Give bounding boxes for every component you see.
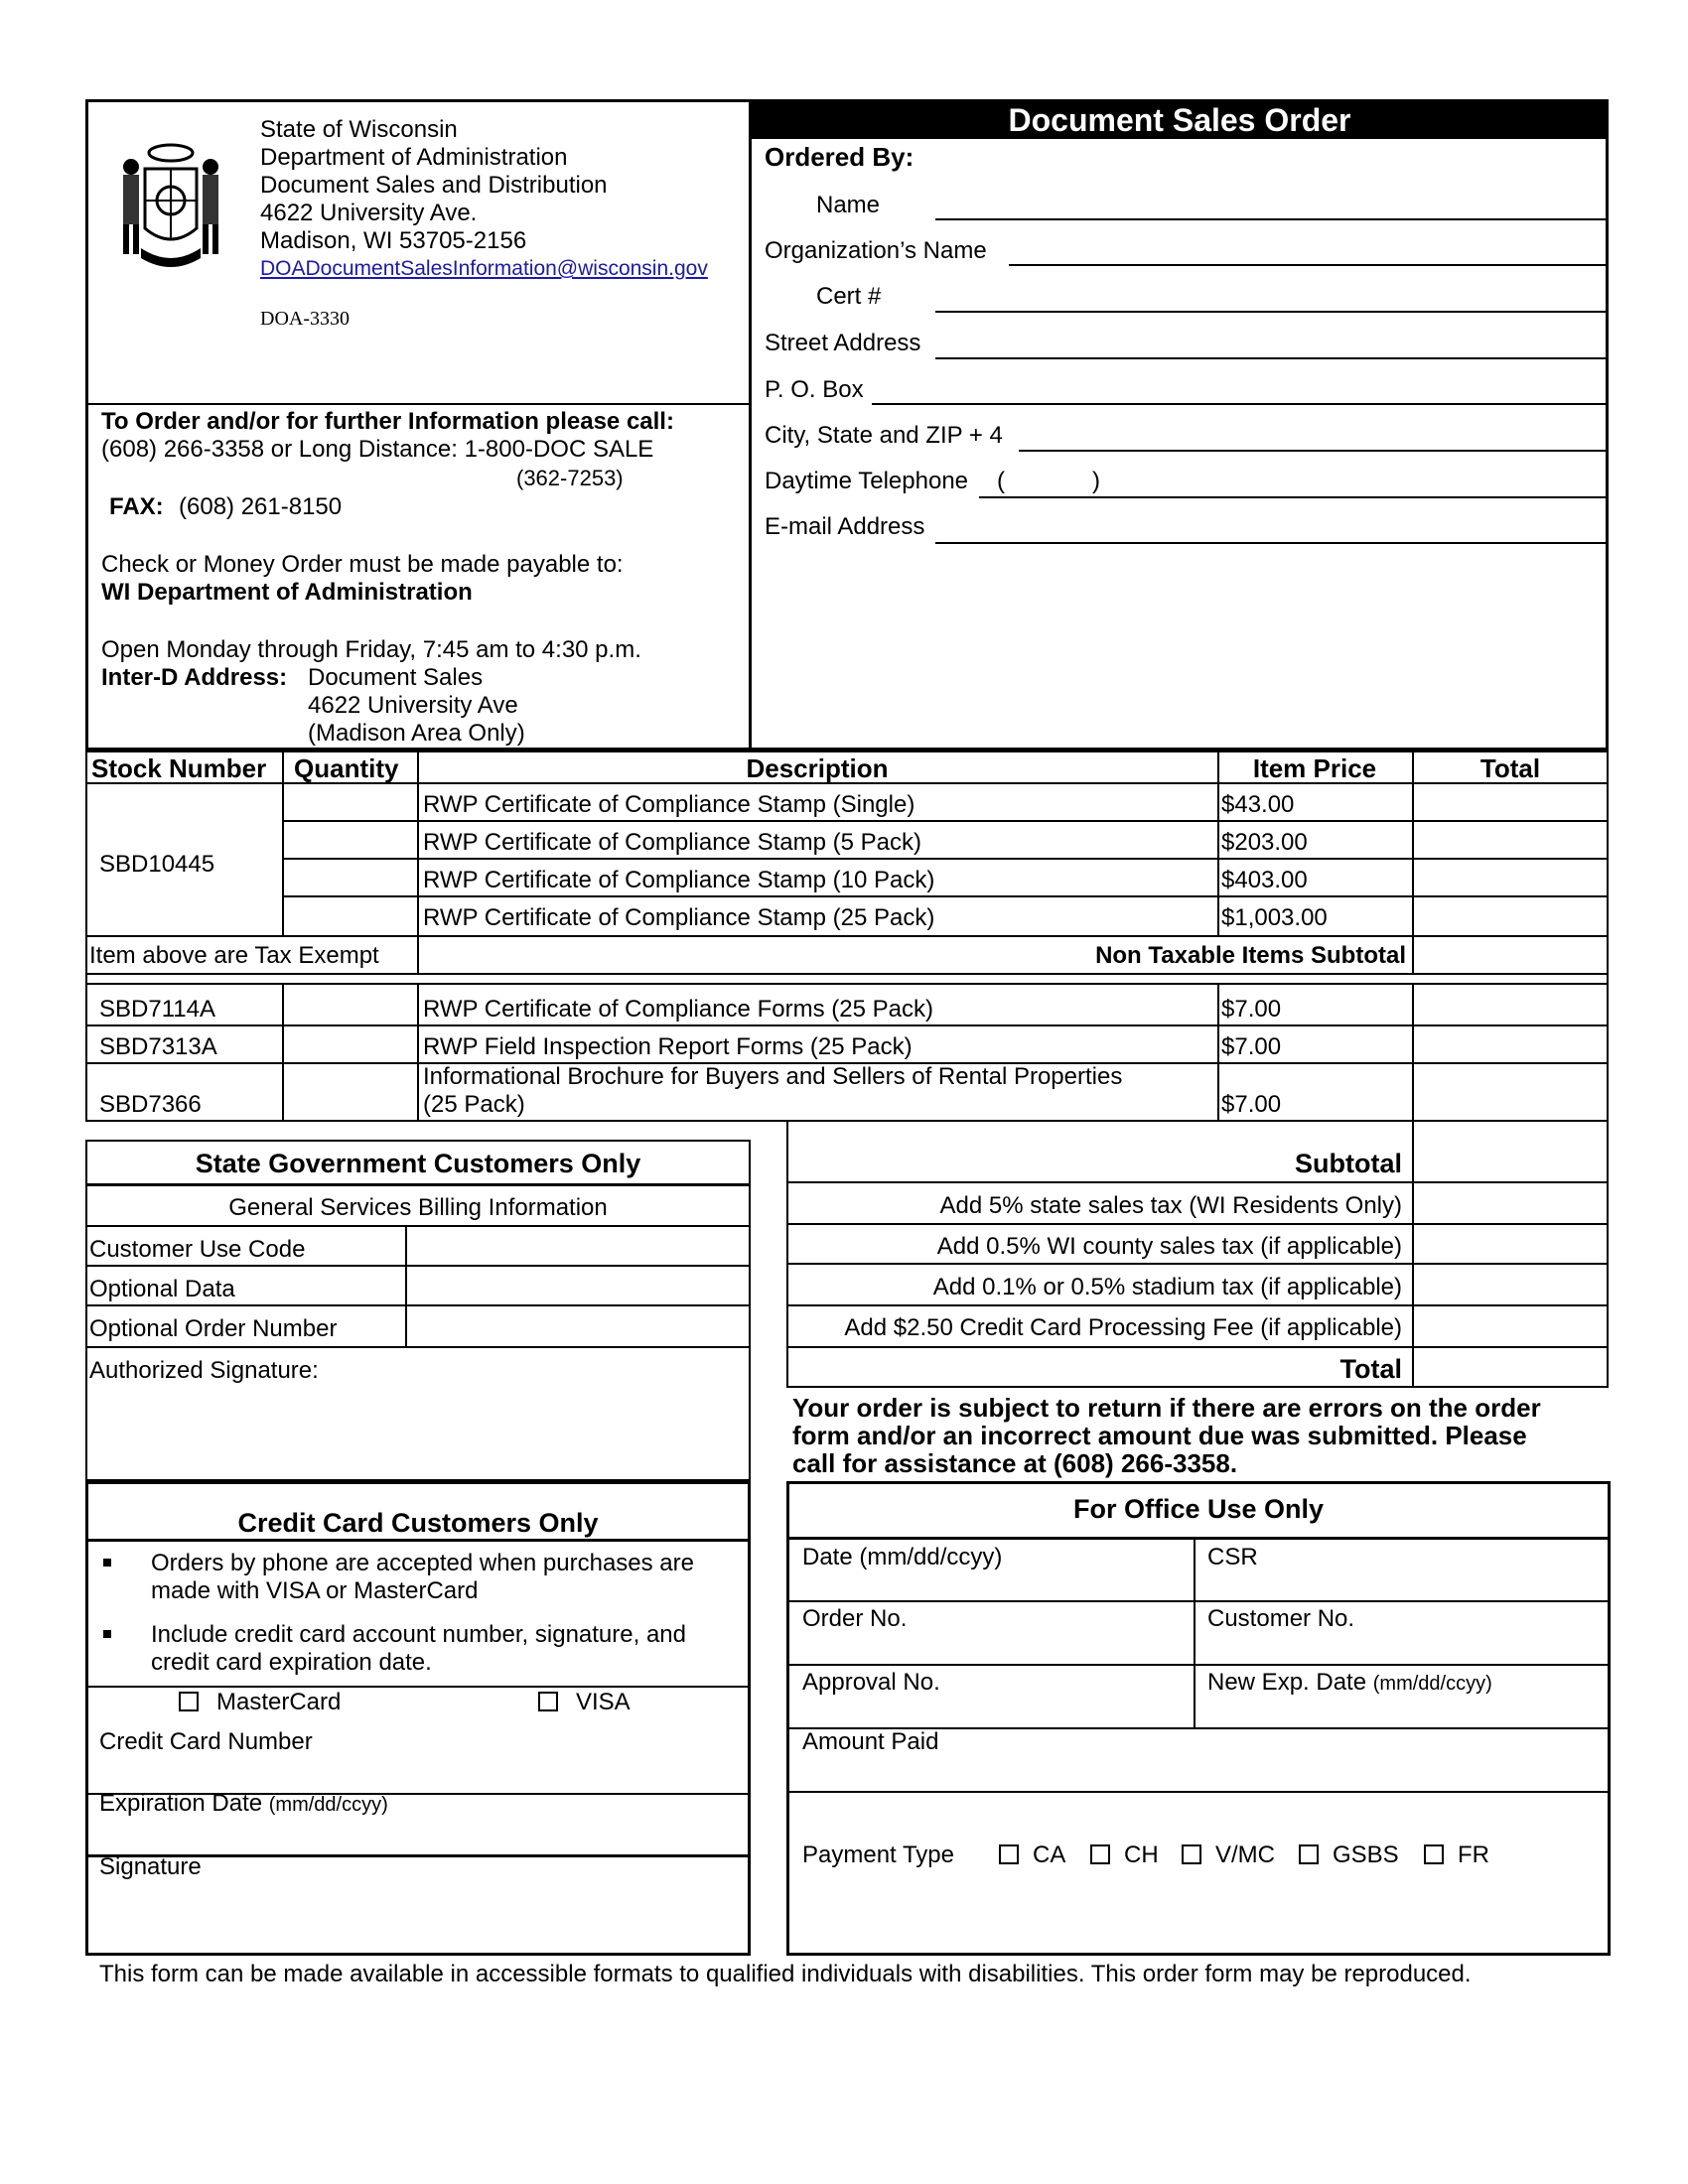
stock-number: SBD7114A: [99, 996, 215, 1023]
interd-label: Inter-D Address:: [101, 664, 288, 691]
agency-line: Madison, WI 53705-2156: [260, 227, 527, 254]
item-description: Informational Brochure for Buyers and Sellers of Rental Properties: [423, 1063, 1123, 1090]
expiration-label: [99, 1791, 388, 1817]
col-header-quantity: Quantity: [294, 753, 399, 783]
call-heading: To Order and/or for further Information please call:: [101, 408, 674, 435]
payment-gsbs-checkbox[interactable]: [1299, 1844, 1319, 1864]
processing-fee-field[interactable]: [1414, 1306, 1607, 1344]
fax-number: (608) 261-8150: [179, 493, 343, 520]
interd-line: (Madison Area Only): [308, 720, 525, 747]
subtotal-field[interactable]: [1414, 1124, 1607, 1179]
stadium-tax-label: Add 0.1% or 0.5% stadium tax (if applicable): [932, 1274, 1402, 1300]
section-rule: [85, 1686, 751, 1688]
col-header-total: Total: [1479, 753, 1541, 783]
bullet-icon: [103, 1559, 111, 1567]
table-rule: [85, 973, 1609, 975]
credit-card-note: made with VISA or MasterCard: [151, 1577, 479, 1604]
city-field[interactable]: [1019, 450, 1609, 452]
item-price: $7.00: [1221, 996, 1282, 1023]
phone-line: (608) 266-3358 or Long Distance: 1-800-DOC SALE: [101, 436, 654, 463]
county-tax-field[interactable]: [1414, 1225, 1607, 1261]
section-rule: [786, 1600, 1611, 1602]
expiration-format: (mm/dd/ccyy): [268, 1794, 388, 1816]
email-link[interactable]: DOADocumentSalesInformation@wisconsin.gov: [260, 257, 708, 280]
col-header-description: Description: [746, 753, 889, 783]
quantity-field[interactable]: [284, 1026, 415, 1060]
table-rule: [417, 935, 419, 973]
expiration-label-text: Expiration Date: [99, 1790, 263, 1817]
payment-fr-checkbox[interactable]: [1424, 1844, 1444, 1864]
state-gov-heading: State Government Customers Only: [195, 1149, 641, 1178]
col-header-price: Item Price: [1252, 753, 1377, 783]
quantity-field[interactable]: [284, 985, 415, 1023]
table-rule: [85, 935, 1609, 937]
top-divider: [749, 99, 752, 751]
csr-field[interactable]: [1196, 1572, 1609, 1598]
item-price: $1,003.00: [1221, 904, 1328, 931]
total-field[interactable]: [1414, 860, 1607, 893]
total-field[interactable]: [1414, 1348, 1607, 1386]
card-number-field[interactable]: [87, 1757, 749, 1791]
payable-to: WI Department of Administration: [101, 579, 473, 606]
email-label: E-mail Address: [765, 513, 925, 540]
tax-exempt-note: Item above are Tax Exempt: [89, 942, 379, 969]
stock-number: SBD10445: [99, 851, 215, 878]
payment-ch-label: CH: [1124, 1842, 1159, 1868]
credit-card-note: Orders by phone are accepted when purchases are: [151, 1550, 694, 1576]
stock-number: SBD7313A: [99, 1033, 217, 1060]
processing-fee-label: Add $2.50 Credit Card Processing Fee (if applicable): [844, 1314, 1402, 1341]
non-taxable-subtotal-field[interactable]: [1414, 937, 1607, 971]
po-box-label: P. O. Box: [765, 376, 864, 403]
quantity-field[interactable]: [284, 784, 415, 818]
approval-no-label: Approval No.: [802, 1669, 940, 1696]
section-rule: [786, 1537, 1611, 1540]
agency-line: State of Wisconsin: [260, 116, 458, 143]
total-field[interactable]: [1414, 897, 1607, 933]
quantity-field[interactable]: [284, 860, 415, 893]
quantity-field[interactable]: [284, 1064, 415, 1120]
cert-field[interactable]: [935, 311, 1609, 313]
state-tax-field[interactable]: [1414, 1183, 1607, 1221]
amount-paid-label: Amount Paid: [802, 1728, 939, 1755]
footer-note: This form can be made available in accessible formats to qualified individuals with disabilities. This order form may be reproduced.: [99, 1961, 1472, 1987]
payment-gsbs-label: GSBS: [1333, 1842, 1399, 1868]
section-rule: [85, 1346, 751, 1348]
mastercard-checkbox[interactable]: [179, 1692, 199, 1711]
date-label: Date (mm/dd/ccyy): [802, 1544, 1003, 1570]
customer-use-code-label: Customer Use Code: [89, 1236, 306, 1263]
csr-label: CSR: [1207, 1544, 1258, 1570]
payable-line: Check or Money Order must be made payable to:: [101, 551, 624, 578]
payment-fr-label: FR: [1458, 1842, 1489, 1868]
card-number-label: Credit Card Number: [99, 1728, 313, 1755]
item-description: RWP Certificate of Compliance Stamp (5 Pack): [423, 829, 921, 856]
non-taxable-subtotal-label: Non Taxable Items Subtotal: [1095, 942, 1406, 969]
item-description: (25 Pack): [423, 1091, 525, 1118]
new-exp-date-field[interactable]: [1196, 1698, 1609, 1725]
po-box-field[interactable]: [872, 403, 1609, 405]
phone-alt: (362-7253): [516, 466, 624, 490]
customer-no-field[interactable]: [1196, 1634, 1609, 1662]
section-rule: [786, 1791, 1611, 1793]
quantity-field[interactable]: [284, 897, 415, 933]
phone-field[interactable]: [979, 496, 1609, 498]
fax-label: FAX:: [109, 493, 164, 520]
col-header-stock: Stock Number: [91, 753, 267, 783]
total-field[interactable]: [1414, 1064, 1607, 1120]
customer-use-code-field[interactable]: [407, 1227, 749, 1263]
office-date-field[interactable]: [788, 1572, 1192, 1598]
visa-label: VISA: [576, 1689, 631, 1715]
interd-line: 4622 University Ave: [308, 692, 518, 719]
table-rule: [417, 983, 419, 1122]
total-field[interactable]: [1414, 822, 1607, 856]
item-price: $7.00: [1221, 1033, 1282, 1060]
optional-order-number-field[interactable]: [407, 1306, 749, 1344]
item-description: RWP Certificate of Compliance Stamp (10 Pack): [423, 867, 935, 893]
signature-field[interactable]: [87, 1884, 749, 1954]
section-rule: [786, 1664, 1611, 1666]
order-no-label: Order No.: [802, 1605, 908, 1632]
org-name-field[interactable]: [1009, 264, 1609, 266]
mastercard-label: MasterCard: [216, 1689, 342, 1715]
agency-line: Document Sales and Distribution: [260, 172, 608, 199]
bullet-icon: [103, 1630, 111, 1638]
approval-no-field[interactable]: [788, 1698, 1192, 1725]
ordered-by-heading: Ordered By:: [765, 142, 914, 172]
total-field[interactable]: [1414, 985, 1607, 1023]
item-description: RWP Certificate of Compliance Stamp (25 Pack): [423, 904, 935, 931]
return-notice: call for assistance at (608) 266-3358.: [792, 1448, 1238, 1478]
payment-ca-label: CA: [1033, 1842, 1066, 1868]
item-price: $7.00: [1221, 1091, 1282, 1118]
credit-card-note: Include credit card account number, signature, and: [151, 1621, 686, 1648]
name-field[interactable]: [935, 218, 1609, 220]
total-field[interactable]: [1414, 784, 1607, 818]
return-notice: Your order is subject to return if there are errors on the order: [792, 1393, 1541, 1423]
interd-line: Document Sales: [308, 664, 484, 691]
state-tax-label: Add 5% state sales tax (WI Residents Only): [939, 1192, 1402, 1219]
cert-label: Cert #: [816, 283, 882, 310]
table-rule: [282, 895, 1609, 897]
optional-data-field[interactable]: [407, 1267, 749, 1302]
stadium-tax-field[interactable]: [1414, 1265, 1607, 1302]
item-description: RWP Field Inspection Report Forms (25 Pack): [423, 1033, 913, 1060]
item-description: RWP Certificate of Compliance Stamp (Single): [423, 791, 915, 818]
agency-line: Department of Administration: [260, 144, 568, 171]
new-exp-date-label: [1207, 1670, 1492, 1696]
stock-number: SBD7366: [99, 1091, 202, 1118]
section-rule: [85, 1539, 751, 1542]
name-label: Name: [816, 192, 881, 218]
payment-type-label: Payment Type: [802, 1842, 954, 1868]
form-number: DOA-3330: [260, 308, 350, 330]
phone-label: Daytime Telephone: [765, 468, 969, 494]
order-no-field[interactable]: [788, 1634, 1192, 1662]
payment-vmc-checkbox[interactable]: [1182, 1844, 1201, 1864]
quantity-field[interactable]: [284, 822, 415, 856]
customer-no-label: Customer No.: [1207, 1605, 1355, 1632]
authorized-signature-field[interactable]: [87, 1388, 749, 1479]
signature-label: Signature: [99, 1853, 202, 1880]
table-rule: [282, 820, 1609, 822]
payment-vmc-label: V/MC: [1215, 1842, 1275, 1868]
credit-card-heading: Credit Card Customers Only: [237, 1508, 599, 1538]
amount-paid-field[interactable]: [788, 1759, 1609, 1789]
street-field[interactable]: [935, 357, 1609, 359]
office-hours: Open Monday through Friday, 7:45 am to 4:30 p.m.: [101, 636, 641, 663]
phone-paren-close: ): [1092, 468, 1100, 494]
payment-ca-checkbox[interactable]: [999, 1844, 1019, 1864]
county-tax-label: Add 0.5% WI county sales tax (if applicable): [936, 1233, 1402, 1260]
table-rule: [1217, 983, 1219, 1122]
credit-card-note: credit card expiration date.: [151, 1649, 432, 1676]
new-exp-date-format: (mm/dd/ccyy): [1372, 1673, 1492, 1695]
optional-order-number-label: Optional Order Number: [89, 1315, 338, 1342]
expiration-field[interactable]: [87, 1819, 749, 1852]
subtotal-label: Subtotal: [1295, 1149, 1402, 1178]
return-notice: form and/or an incorrect amount due was submitted. Please: [792, 1421, 1527, 1450]
visa-checkbox[interactable]: [538, 1692, 558, 1711]
table-rule: [282, 858, 1609, 860]
item-price: $203.00: [1221, 829, 1308, 856]
payment-ch-checkbox[interactable]: [1090, 1844, 1110, 1864]
state-gov-subheading: General Services Billing Information: [228, 1194, 608, 1221]
state-seal-icon: [111, 139, 230, 278]
section-rule: [85, 1183, 751, 1186]
total-label: Total: [1339, 1354, 1402, 1384]
total-field[interactable]: [1414, 1026, 1607, 1060]
email-field[interactable]: [935, 542, 1609, 544]
org-name-label: Organization’s Name: [765, 237, 987, 264]
new-exp-date-text: New Exp. Date: [1207, 1669, 1367, 1696]
street-label: Street Address: [765, 330, 921, 356]
page-title: Document Sales Order: [1008, 102, 1351, 138]
left-top-divider: [85, 403, 749, 405]
phone-paren-open: (: [997, 468, 1005, 494]
authorized-signature-label: Authorized Signature:: [89, 1357, 319, 1384]
agency-line: 4622 University Ave.: [260, 200, 478, 226]
optional-data-label: Optional Data: [89, 1276, 235, 1302]
item-description: RWP Certificate of Compliance Forms (25 Pack): [423, 996, 933, 1023]
city-label: City, State and ZIP + 4: [765, 422, 1003, 449]
office-use-heading: For Office Use Only: [1072, 1494, 1325, 1524]
item-price: $43.00: [1221, 791, 1295, 818]
item-price: $403.00: [1221, 867, 1308, 893]
